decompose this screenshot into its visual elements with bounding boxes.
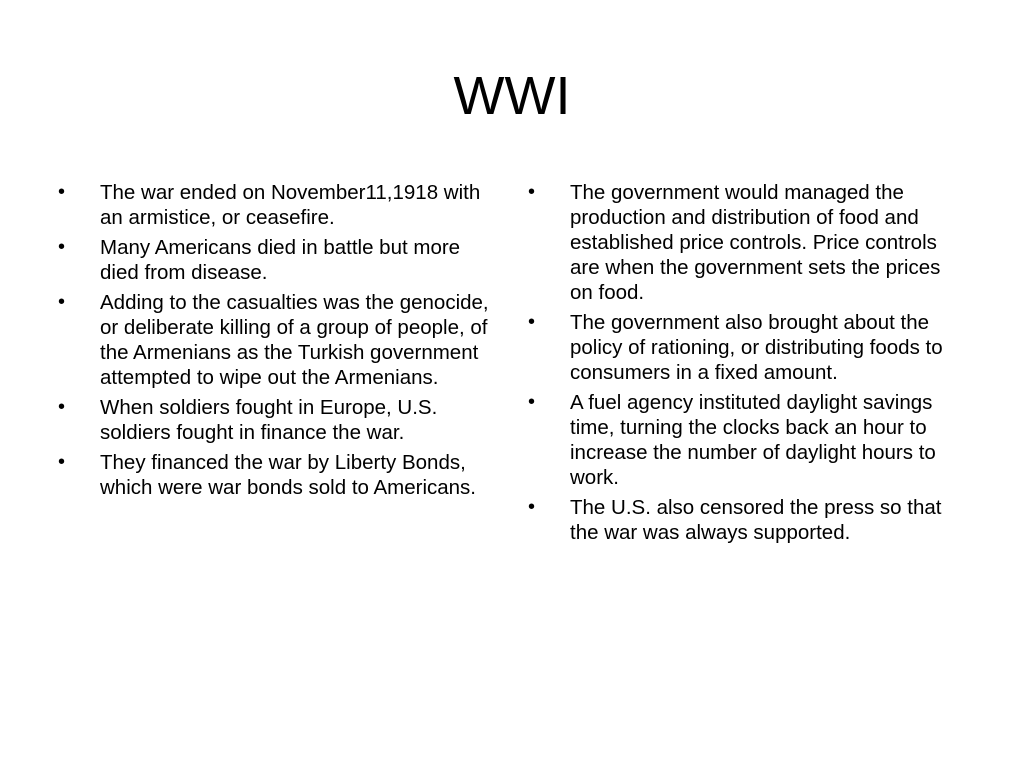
bullet-icon: • [528, 391, 536, 413]
bullet-icon: • [528, 496, 536, 518]
bullet-text: The government would managed the production and distribution of food and established price controls. Price controls are when the government sets the prices on food. [570, 181, 941, 304]
bullet-icon: • [528, 181, 536, 203]
bullet-item [58, 180, 498, 230]
bullet-item [528, 495, 968, 545]
bullet-item [58, 450, 498, 500]
bullet-item [58, 290, 498, 390]
bullet-icon: • [58, 396, 66, 418]
bullet-text: A fuel agency instituted daylight savings time, turning the clocks back an hour to increase the number of daylight hours to work. [570, 391, 936, 489]
left-bullet-list [58, 180, 498, 505]
bullet-item [528, 180, 968, 305]
bullet-item [528, 390, 968, 490]
bullet-text: The U.S. also censored the press so that the war was always supported. [570, 496, 942, 544]
bullet-text: Many Americans died in battle but more died from disease. [100, 236, 461, 284]
bullet-icon: • [58, 236, 66, 258]
bullet-icon: • [528, 311, 536, 333]
bullet-text: Adding to the casualties was the genocide, or deliberate killing of a group of people, of the Armenians as the Turkish government attempted to wipe out the Armenians. [100, 291, 489, 389]
bullet-icon: • [58, 181, 66, 203]
bullet-text: The war ended on November11,1918 with an armistice, or ceasefire. [100, 181, 481, 229]
right-bullet-list [528, 180, 968, 550]
bullet-text: When soldiers fought in Europe, U.S. soldiers fought in finance the war. [100, 396, 438, 444]
bullet-text: They financed the war by Liberty Bonds, which were war bonds sold to Americans. [100, 451, 477, 499]
bullet-icon: • [58, 451, 66, 473]
bullet-item [58, 395, 498, 445]
slide-title: WWI [453, 66, 571, 126]
bullet-icon: • [58, 291, 66, 313]
bullet-item [528, 310, 968, 385]
bullet-text: The government also brought about the policy of rationing, or distributing foods to consumers in a fixed amount. [570, 311, 943, 384]
bullet-item [58, 235, 498, 285]
